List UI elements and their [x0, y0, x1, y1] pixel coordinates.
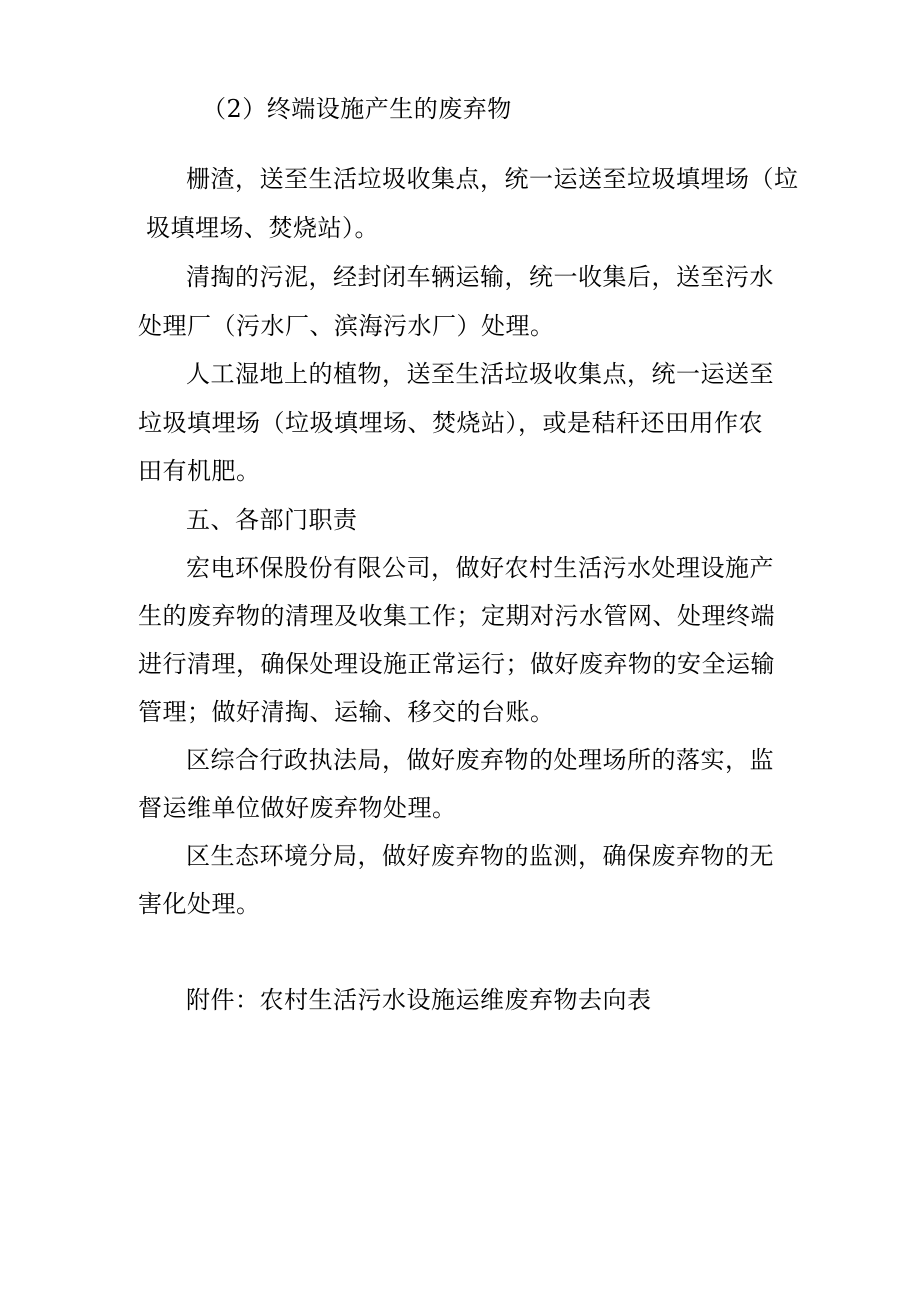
attachment-note: 附件：农村生活污水设施运维废弃物去向表	[186, 986, 652, 1014]
paragraph-line: 垃圾填埋场（垃圾填埋场、焚烧站），或是秸秆还田用作农	[138, 409, 763, 437]
paragraph-line: 人工湿地上的植物，送至生活垃圾收集点，统一运送至	[186, 360, 774, 388]
paragraph-line: 处理厂（污水厂、滨海污水厂）处理。	[138, 312, 555, 340]
paragraph-line: 宏电环保股份有限公司，做好农村生活污水处理设施产	[186, 554, 774, 582]
paragraph-line: 清掏的污泥，经封闭车辆运输，统一收集后，送至污水	[186, 263, 774, 291]
paragraph-line: 进行清理，确保处理设施正常运行；做好废弃物的安全运输	[138, 650, 775, 678]
paragraph-line: 管理；做好清掏、运输、移交的台账。	[138, 698, 555, 726]
paragraph-line: 圾填埋场、焚烧站）。	[146, 214, 379, 242]
paragraph-line: 督运维单位做好废弃物处理。	[138, 794, 457, 822]
paragraph-line: 区生态环境分局，做好废弃物的监测，确保废弃物的无	[186, 842, 774, 870]
paragraph-line: 害化处理。	[138, 890, 261, 918]
sub-heading: （2）终端设施产生的废弃物	[202, 95, 512, 123]
section-heading: 五、各部门职责	[186, 506, 358, 534]
paragraph-line: 生的废弃物的清理及收集工作；定期对污水管网、处理终端	[138, 602, 775, 630]
paragraph-line: 田有机肥。	[138, 457, 261, 485]
paragraph-line: 栅渣，送至生活垃圾收集点，统一运送至垃圾填埋场（垃	[186, 165, 799, 193]
paragraph-line: 区综合行政执法局，做好废弃物的处理场所的落实，监	[186, 746, 774, 774]
